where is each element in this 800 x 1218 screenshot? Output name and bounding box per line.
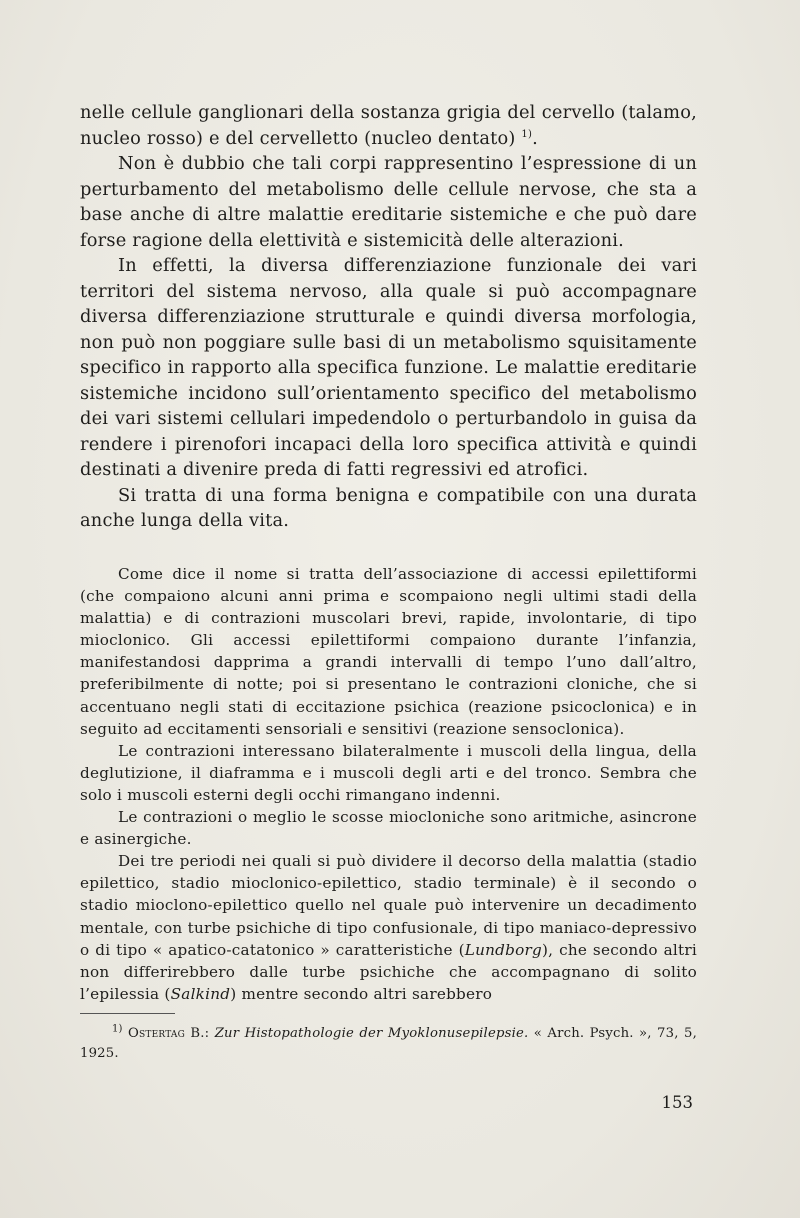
paragraph: Le contrazioni o meglio le scosse miocloniche sono aritmiche, asincrone e asinergiche. [80, 808, 697, 849]
footnote-author: Ostertag B.: [128, 1026, 210, 1041]
footnote-marker: 1) [112, 1023, 123, 1035]
paragraph: Si tratta di una forma benigna e compatibile con una durata anche lunga della vita. [80, 484, 697, 531]
paragraph [80, 850, 697, 1005]
footnote-divider [80, 1013, 175, 1014]
paragraph: Come dice il nome si tratta dell’associazione di accessi epilettiformi (che compaiono alcuni anni prima e scompaiono negli ultimi stadi della malattia) e di contrazioni muscolari brevi, rapide, involontarie, di tipo mioclonico. Gli accessi epilettiformi compaiono durante l’infanzia, manifestandosi dapprima a grandi intervalli di tempo l’uno dall’altro, preferibilmente di notte; poi si presentano le contrazioni cloniche, che si accentuano negli stati di eccitazione psichica (reazione psicoclonica) e in seguito ad eccitamenti sensoriali e sensitivi (reazione sensoclonica). [80, 565, 697, 738]
paragraph: Non è dubbio che tali corpi rappresentino l’espressione di un perturbamento del metabolismo delle cellule nervose, che sta a base anche di altre malattie ereditarie sistemiche e che può dare forse ragione della elettività e sistemicità delle alterazioni. [80, 153, 697, 251]
paragraph-text: nelle cellule ganglionari della sostanza grigia del cervello (talamo, nucleo rosso) e del cervelletto (nucleo dentato) [80, 102, 697, 149]
footnote [80, 1024, 697, 1064]
paragraph: Le contrazioni interessano bilateralmente i muscoli della lingua, della deglutizione, il diaframma e i muscoli degli arti e del tronco. Sembra che solo i muscoli esterni degli occhi rimangano indenni. [80, 741, 697, 804]
author-name: Lundborg [464, 940, 542, 959]
footnote-reference: 1) [521, 128, 533, 140]
punctuation: . [532, 127, 538, 149]
paragraph-text: Dei tre periodi nei quali si può dividere il decorso della malattia (stadio epilettico, stadio mioclonico-epilettico, stadio terminale) è il secondo o stadio mioclono-epilettico quello nel quale può intervenire un decadimento mentale, con turbe psichiche di tipo confusionale, di tipo maniaco-depressivo o di tipo « apatico-catatonico » caratteristiche ( [80, 852, 697, 959]
footnote-source: « Arch. Psych. », 73, 5, 1925. [80, 1026, 697, 1061]
small-print-block [80, 563, 697, 1005]
author-name: Salkind [170, 984, 231, 1003]
page-number: 153 [661, 1093, 693, 1112]
paragraph: In effetti, la diversa differenziazione funzionale dei vari territori del sistema nervoso, alla quale si può accompagnare diversa differenziazione strutturale e quindi diversa morfologia, non può non poggiare sulle basi di un metabolismo squisitamente specifico in rapporto alla specifica funzione. Le malattie ereditarie sistemiche incidono sull’orientamento specifico del metabolismo dei vari sistemi cellulari impedendolo o perturbandolo in guisa da rendere i pirenofori incapaci della loro specifica attività e quindi destinati a divenire preda di fatti regressivi ed atrofici. [80, 255, 697, 480]
paragraph [80, 100, 697, 151]
main-text-block [80, 100, 697, 534]
paragraph-text: ), che secondo altri non differirebbero dalle turbe psichiche che accompagnano di solito l’epilessia ( [80, 940, 697, 1003]
paragraph-text: ) mentre secondo altri sarebbero [230, 984, 493, 1003]
footnote-title: Zur Histopathologie der Myoklonusepilepsie. [214, 1026, 529, 1041]
